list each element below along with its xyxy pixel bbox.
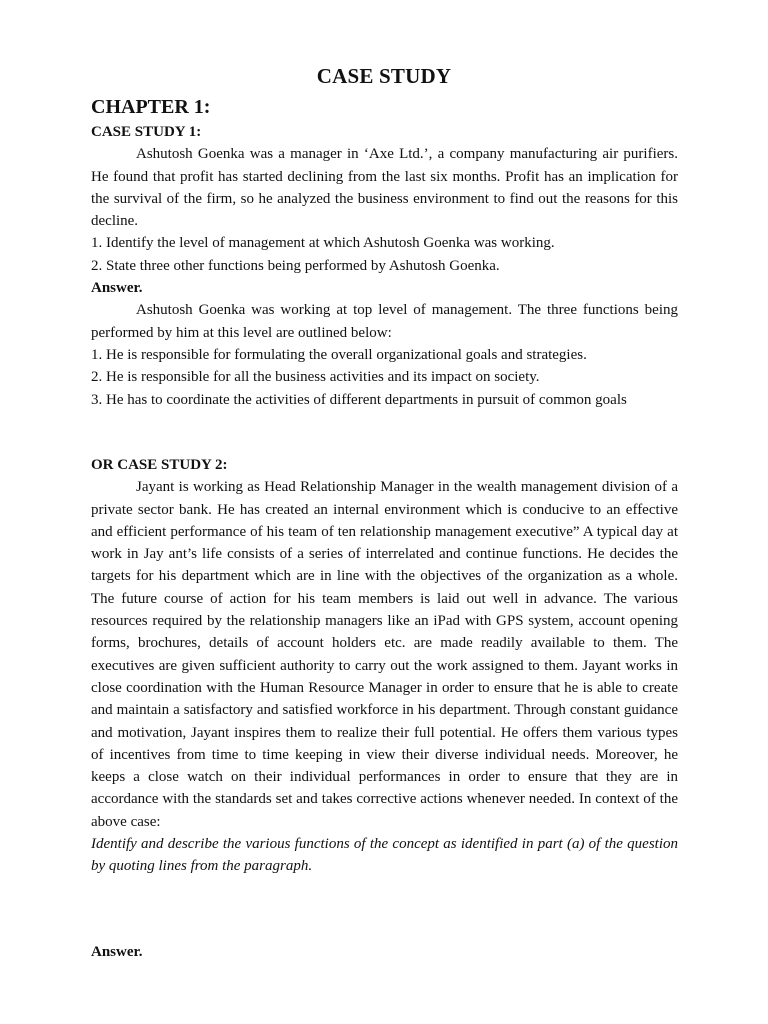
answer-1-label: Answer. — [91, 280, 143, 297]
case-study-2-section — [91, 454, 678, 878]
case-study-2-question: Identify and describe the various functions of the concept as identified in part (a) of the question by quoting lines from the paragraph. — [91, 836, 678, 875]
question-2: 2. State three other functions being performed by Ashutosh Goenka. — [91, 257, 500, 274]
answer-2-label: Answer. — [91, 944, 143, 960]
case-study-2-paragraph: Jayant is working as Head Relationship Manager in the wealth management division of a private sector bank. He has created an internal environment which is conducive to an effective and efficient performance of his team of ten relationship management executive” A typical day at work in Jay ant’s life consists of a series of interrelated and continue functions. He decides the targets for his department which are in line with the objectives of the organization as a whole. The future course of action for his team members is laid out well in advance. The various resources required by the relationship managers like an iPad with GPS system, account opening forms, brochures, details of account holders etc. are made readily available to them. The executives are given sufficient authority to carry out the work assigned to them. Jayant works in close coordination with the Human Resource Manager in order to ensure that he is able to create and maintain a satisfactory and satisfied workforce in his department. Through constant guidance and motivation, Jayant inspires them to realize their full potential. He offers them various types of incentives from time to time keeping in view their diverse individual needs. Moreover, he keeps a close watch on their individual performances in order to ensure that they are in accordance with the standards set and takes corrective actions whenever needed. In context of the above case: — [91, 479, 678, 830]
answer-point-3: 3. He has to coordinate the activities of different departments in pursuit of common goals — [91, 391, 627, 408]
answer-1-paragraph: Ashutosh Goenka was working at top level of management. The three functions being performed by him at this level are outlined below: — [91, 302, 678, 341]
case-study-1-heading: CASE STUDY 1: — [91, 124, 202, 140]
question-1: 1. Identify the level of management at which Ashutosh Goenka was working. — [91, 235, 555, 252]
case-study-1-paragraph: Ashutosh Goenka was a manager in ‘Axe Ltd.’, a company manufacturing air purifiers. He found that profit has started declining from the last six months. Profit has an implication for the survival of the firm, so he analyzed the business environment to find out the reasons for this decline. — [91, 146, 678, 230]
case-study-1-section — [91, 121, 678, 411]
answer-point-2: 2. He is responsible for all the business activities and its impact on society. — [91, 369, 540, 386]
chapter-heading: CHAPTER 1: — [91, 96, 211, 118]
page-title: CASE STUDY — [316, 64, 452, 88]
case-study-2-heading: OR CASE STUDY 2: — [91, 457, 228, 473]
answer-point-1: 1. He is responsible for formulating the overall organizational goals and strategies. — [91, 346, 587, 363]
